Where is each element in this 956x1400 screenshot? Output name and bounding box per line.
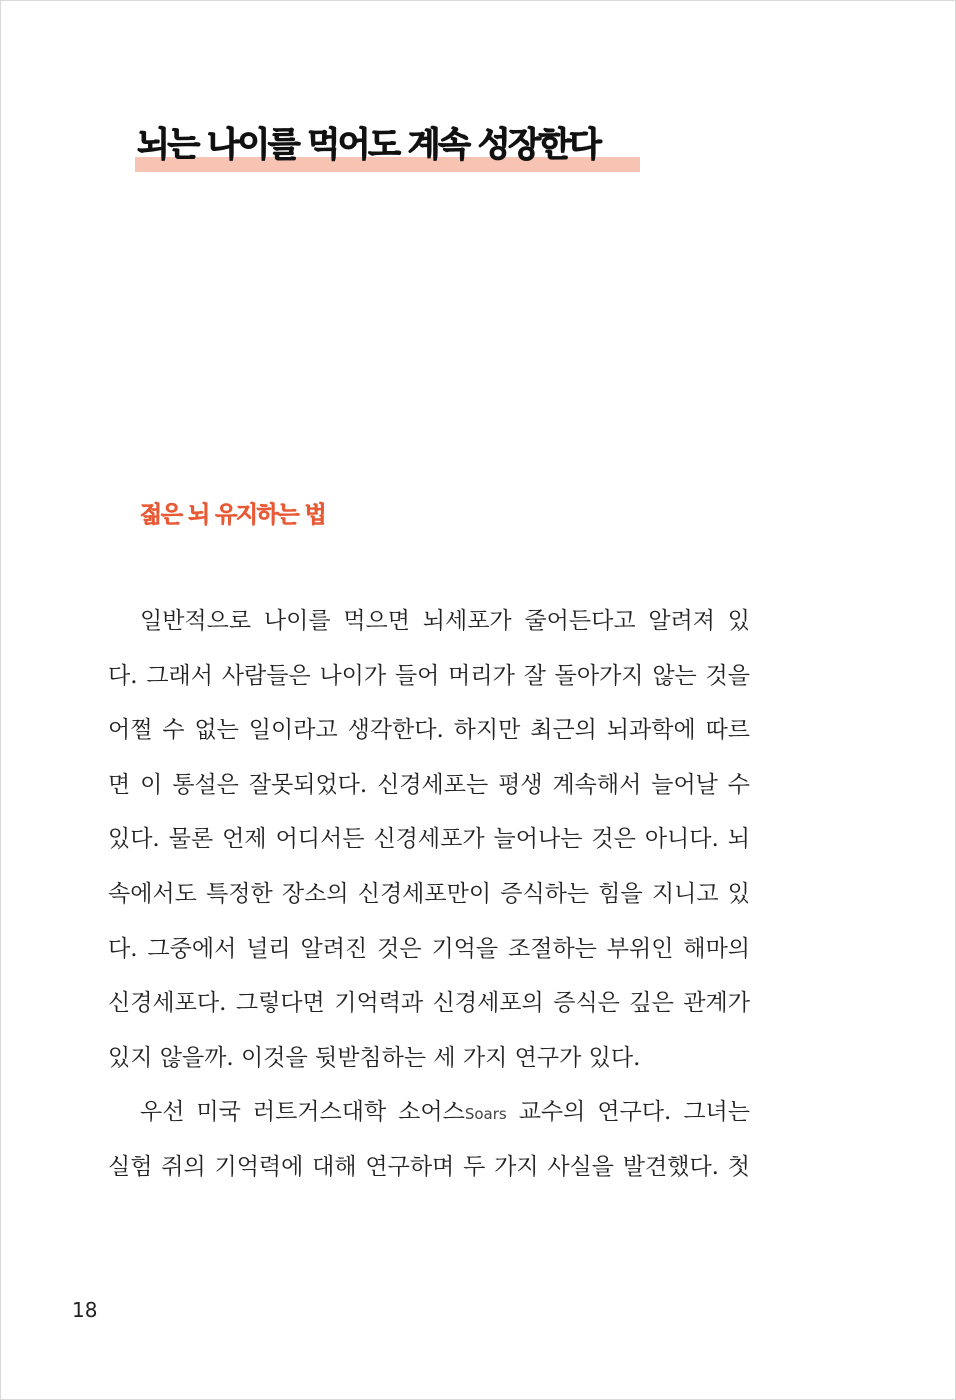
- body-text: [108, 594, 750, 1195]
- text-line: [108, 1085, 750, 1140]
- text-line: 면 이 통설은 잘못되었다. 신경세포는 평생 계속해서 늘어날 수: [108, 771, 750, 798]
- text-segment: 우선 미국 러트거스대학 소어스: [140, 1099, 465, 1126]
- text-line: 있지 않을까. 이것을 뒷받침하는 세 가지 연구가 있다.: [108, 1044, 641, 1071]
- text-line: 다. 그중에서 널리 알려진 것은 기억을 조절하는 부위인 해마의: [108, 935, 750, 962]
- text-line: 신경세포다. 그렇다면 기억력과 신경세포의 증식은 깊은 관계가: [108, 990, 750, 1017]
- text-line: 일반적으로 나이를 먹으면 뇌세포가 줄어든다고 알려져 있: [140, 608, 750, 634]
- chapter-title: 뇌는 나이를 먹어도 계속 성장한다: [137, 125, 600, 165]
- text-line: 어쩔 수 없는 일이라고 생각한다. 하지만 최근의 뇌과학에 따르: [108, 717, 750, 744]
- section-subtitle: 젊은 뇌 유지하는 법: [140, 502, 326, 528]
- text-segment: 교수의 연구다. 그녀는: [506, 1099, 750, 1126]
- chapter-title-block: [135, 122, 640, 172]
- text-line: 있다. 물론 언제 어디서든 신경세포가 늘어나는 것은 아니다. 뇌: [108, 826, 750, 853]
- page-number: 18: [72, 1298, 98, 1322]
- latin-name: Soars: [464, 1105, 507, 1124]
- text-line: 속에서도 특정한 장소의 신경세포만이 증식하는 힘을 지니고 있: [108, 880, 750, 907]
- text-line: 실험 쥐의 기억력에 대해 연구하며 두 가지 사실을 발견했다. 첫: [108, 1153, 750, 1180]
- text-line: 다. 그래서 사람들은 나이가 들어 머리가 잘 돌아가지 않는 것을: [108, 662, 750, 689]
